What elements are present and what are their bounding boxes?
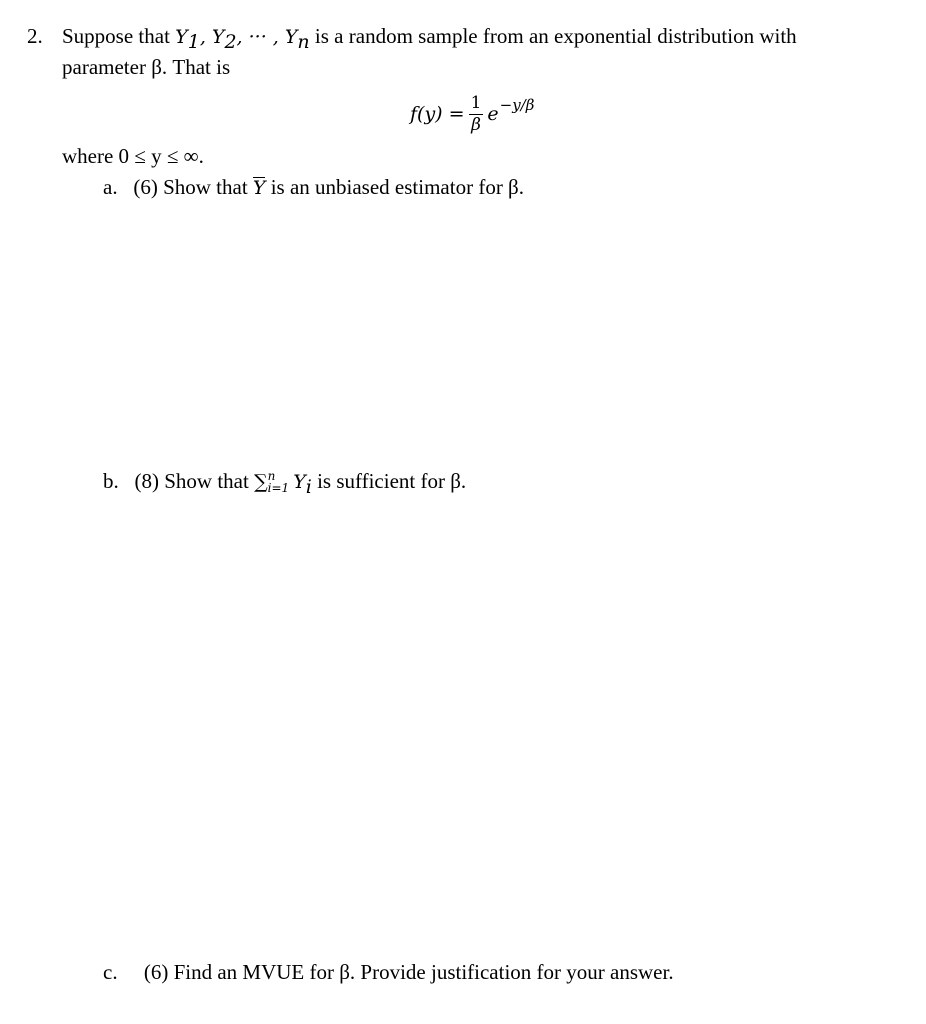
separator-1: , xyxy=(199,26,212,48)
formula-exponent: −y/β xyxy=(499,95,535,114)
sum-upper: n xyxy=(267,469,276,484)
formula-fraction xyxy=(469,92,484,135)
part-b-after: is sufficient for β. xyxy=(311,469,467,493)
question-number: 2. xyxy=(27,24,43,48)
y1-symbol: Y xyxy=(175,26,188,48)
y1-subscript: 1 xyxy=(187,31,200,54)
intro-rest: is a random sample from an exponential distribution with xyxy=(309,24,797,48)
fraction-denominator: β xyxy=(471,114,481,135)
intro-suppose: Suppose that xyxy=(62,24,176,48)
question-intro-line1 xyxy=(62,24,797,54)
ybar-symbol: Y xyxy=(252,177,266,199)
part-b-before: (8) Show that xyxy=(134,469,255,493)
y2-symbol: Y xyxy=(211,26,225,48)
support-text: where 0 ≤ y ≤ ∞. xyxy=(62,144,204,168)
yn-subscript: n xyxy=(297,31,310,54)
part-b-label: b. xyxy=(103,469,119,493)
sum-sigma: ∑ xyxy=(254,471,268,493)
formula-base: e xyxy=(487,102,499,125)
part-c-text: (6) Find an MVUE for β. Provide justification for your answer. xyxy=(143,960,674,984)
formula-lhs: f(y) = xyxy=(410,102,465,125)
part-a xyxy=(103,177,524,198)
part-a-label: a. xyxy=(103,175,118,199)
part-c-label: c. xyxy=(103,960,118,984)
sum-limits xyxy=(268,470,290,494)
part-c xyxy=(103,962,674,983)
yi-subscript: i xyxy=(305,476,312,499)
yn-symbol: Y xyxy=(284,26,298,48)
question-intro-line2: parameter β. That is xyxy=(62,55,231,79)
fraction-numerator: 1 xyxy=(470,92,482,113)
separator-2: , ··· , xyxy=(236,26,285,48)
sum-lower: i=1 xyxy=(267,481,290,496)
pdf-formula xyxy=(410,84,534,144)
part-b xyxy=(103,469,467,499)
yi-symbol: Y xyxy=(293,471,306,493)
part-a-before: (6) Show that xyxy=(133,175,253,199)
y2-subscript: 2 xyxy=(224,31,237,54)
part-a-after: is an unbiased estimator for β. xyxy=(265,175,524,199)
